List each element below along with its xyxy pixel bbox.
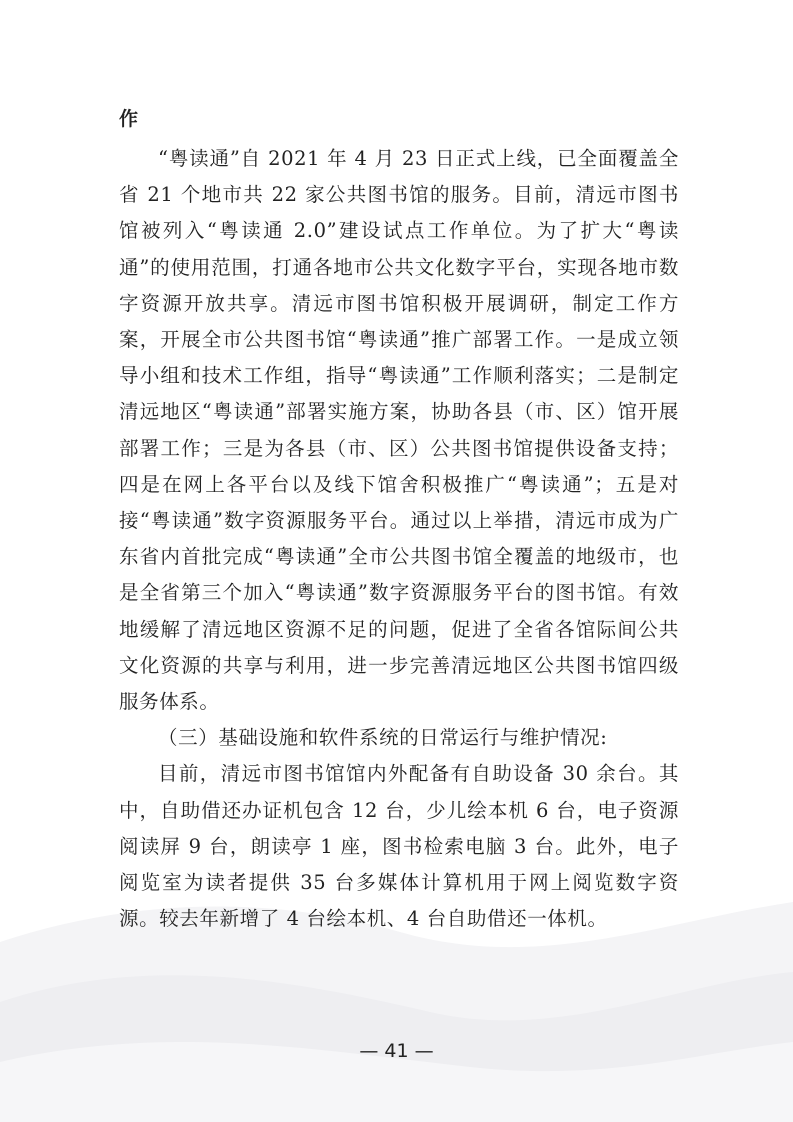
body-text [119,97,679,937]
paragraph-equipment: 目前，清远市图书馆馆内外配备有自助设备 30 余台。其中，自助借还办证机包含 12 台，少儿绘本机 6 台，电子资源阅读屏 9 台，朗读亭 1 座，图书检索电脑 3 台。此外，电子阅览室为读者提供 35 台多媒体计算机用于网上阅览数字资源。较去年新增了 4 台绘本机、4 台自助借还一体机。 [119,762,679,931]
subsection-heading: （三）基础设施和软件系统的日常运行与维护情况: [158,726,608,750]
page-number: — 41 — [359,1040,434,1062]
paragraph-yuedutong: “粤读通”自 2021 年 4 月 23 日正式上线，已全面覆盖全省 21 个地市共 22 家公共图书馆的服务。目前，清远市图书馆被列入“粤读通 2.0”建设试点工作单位。为了扩大“粤读通”的使用范围，打通各地市公共文化数字平台，实现各地市数字资源开放共享。清远市图书馆积极开展调研，制定工作方案，开展全市公共图书馆“粤读通”推广部署工作。一是成立领导小组和技术工作组，指导“粤读通”工作顺利落实；二是制定清远地区“粤读通”部署实施方案，协助各县（市、区）馆开展部署工作；三是为各县（市、区）公共图书馆提供设备支持；四是在网上各平台以及线下馆舍积极推广“粤读通”；五是对接“粤读通”数字资源服务平台。通过以上举措，清远市成为广东省内首批完成“粤读通”全市公共图书馆全覆盖的地级市，也是全省第三个加入“粤读通”数字资源服务平台的图书馆。有效地缓解了清远地区资源不足的问题，促进了全省各馆际间公共文化资源的共享与利用，进一步完善清远地区公共图书馆四级服务体系。 [119,147,679,714]
section-heading-fragment: 作 [119,108,139,130]
